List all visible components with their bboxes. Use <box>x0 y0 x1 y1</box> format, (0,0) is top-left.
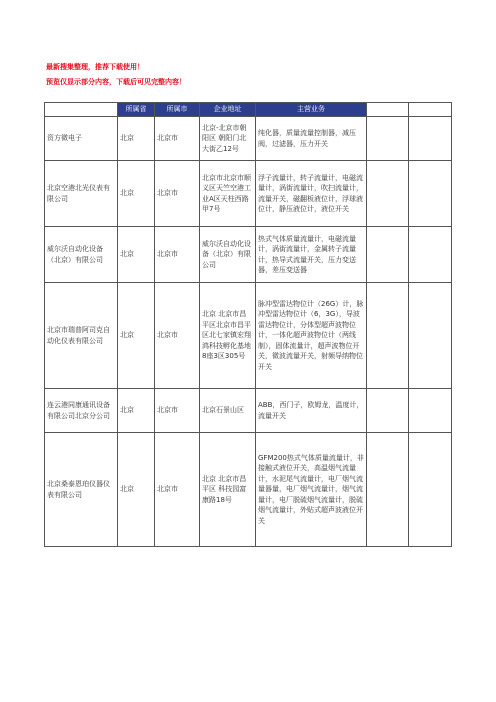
table-row <box>45 433 452 547</box>
header-business: 主营业务 <box>256 103 367 117</box>
company-name: 北京市瑞普阿司克自动化仪表有限公司 <box>45 283 118 389</box>
address-cell: 北京市北京市顺义区天竺空港工业A区天柱西路甲7号 <box>200 161 256 227</box>
empty-cell <box>409 283 452 389</box>
address-cell: 北京-北京市朝阳区 朝阳门北大街乙12号 <box>200 117 256 161</box>
empty-cell <box>367 283 409 389</box>
empty-cell <box>367 117 409 161</box>
business-cell: 浮子流量计，转子流量计，电磁流量计，涡街流量计，吹扫流量计，流量开关，磁翻板液位计，浮球液位计，静压液位计，液位开关 <box>256 161 367 227</box>
notice-line-1: 最新搜集整理，推荐下载使用！ <box>46 63 144 71</box>
empty-cell <box>409 161 452 227</box>
city-cell: 北京市 <box>155 227 200 283</box>
province-cell: 北京 <box>118 227 155 283</box>
province-cell: 北京 <box>118 389 155 433</box>
table-row <box>45 117 452 161</box>
province-cell: 北京 <box>118 117 155 161</box>
business-cell: 纯化器，质量流量控制器，减压阀，过滤器，压力开关 <box>256 117 367 161</box>
header-blank-1 <box>367 103 409 117</box>
address-cell: 北京 北京市昌平区北京市昌平区北七家镇宏翔鸿科技孵化基地8座3区305号 <box>200 283 256 389</box>
header-blank-2 <box>409 103 452 117</box>
province-cell: 北京 <box>118 283 155 389</box>
table-row <box>45 161 452 227</box>
empty-cell <box>409 227 452 283</box>
province-cell: 北京 <box>118 161 155 227</box>
table-row <box>45 283 452 389</box>
empty-cell <box>409 117 452 161</box>
company-name: 连云港同康通讯设备有限公司北京分公司 <box>45 389 118 433</box>
business-cell: ABB，西门子，欧姆龙，温度计，流量开关 <box>256 389 367 433</box>
address-cell: 北京 北京市昌平区 科技园富康路18号 <box>200 433 256 547</box>
city-cell: 北京市 <box>155 389 200 433</box>
company-name: 北京空港北光仪表有限公司 <box>45 161 118 227</box>
city-cell: 北京市 <box>155 283 200 389</box>
company-name: 资方微电子 <box>45 117 118 161</box>
company-name: 北京桑泰恩珀仪器仪表有限公司 <box>45 433 118 547</box>
empty-cell <box>367 433 409 547</box>
header-city: 所属市 <box>155 103 200 117</box>
city-cell: 北京市 <box>155 161 200 227</box>
empty-cell <box>409 389 452 433</box>
address-cell: 北京石景山区 <box>200 389 256 433</box>
province-cell: 北京 <box>118 433 155 547</box>
table-header-row <box>45 103 452 117</box>
header-blank-left <box>45 103 118 117</box>
empty-cell <box>367 227 409 283</box>
empty-cell <box>367 161 409 227</box>
table-row <box>45 227 452 283</box>
city-cell: 北京市 <box>155 117 200 161</box>
empty-cell <box>367 389 409 433</box>
business-cell: GFM200热式气体质量流量计，非接触式液位开关，高温烟气流量计，水泥尾气流量计，电厂烟气流量器量，电厂烟气流量计，烟气流量计，电厂脱硫烟气流量计，脱硫烟气流量计，外贴式超声波液位开关 <box>256 433 367 547</box>
notice-line-2: 预览仅显示部分内容，下载后可见完整内容！ <box>46 78 186 86</box>
company-name: 威尔沃自动化设备（北京）有限公司 <box>45 227 118 283</box>
city-cell: 北京市 <box>155 433 200 547</box>
table-row <box>45 389 452 433</box>
header-province: 所属省 <box>118 103 155 117</box>
company-table <box>44 102 452 547</box>
business-cell: 热式气体质量流量计，电磁流量计，涡街流量计，金属转子流量计，热导式流量开关，压力变送器，差压变送器 <box>256 227 367 283</box>
address-cell: 威尔沃自动化设备（北京）有限公司 <box>200 227 256 283</box>
header-address: 企业地址 <box>200 103 256 117</box>
empty-cell <box>409 433 452 547</box>
business-cell: 脉冲型雷达物位计（26G）计，脉冲型雷达物位计（6，3G），导波雷达物位计，分体型超声波物位计，一体化超声波物位计（两线制），固体流量计，超声波物位开关，微波流量开关，射频导纳物位开关 <box>256 283 367 389</box>
